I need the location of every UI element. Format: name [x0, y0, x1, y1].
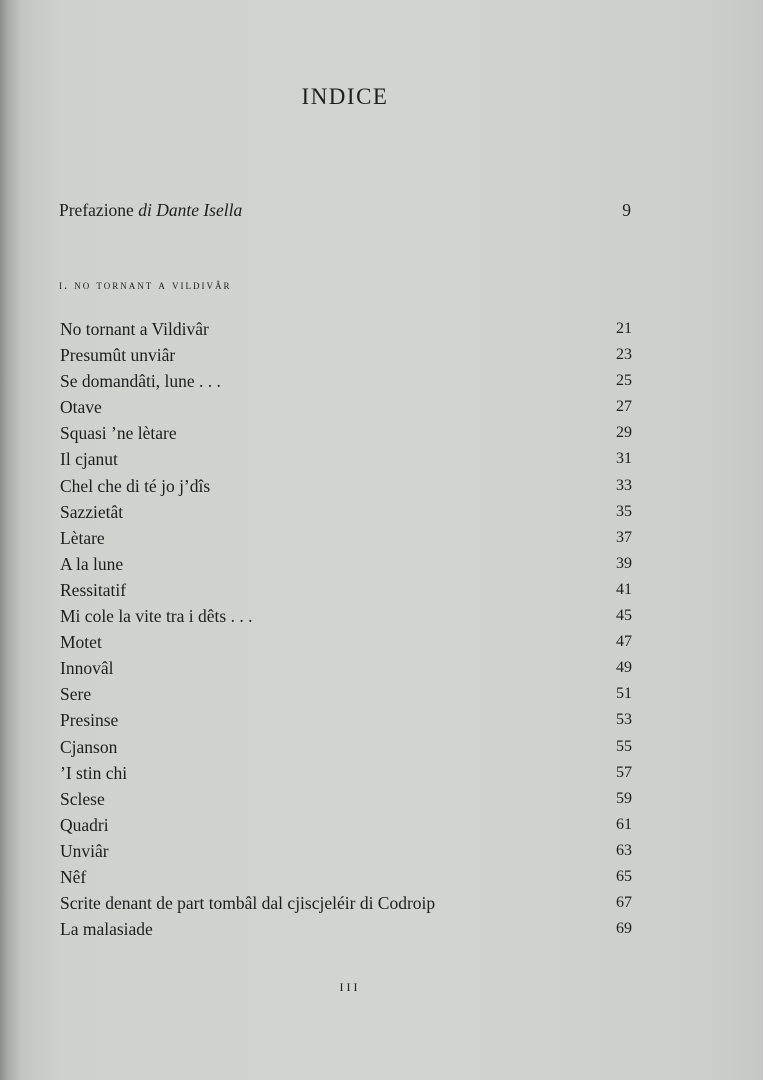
toc-entry-page: 41 — [616, 580, 632, 598]
toc-entry — [60, 812, 632, 838]
toc-entry-page: 27 — [616, 398, 632, 416]
toc-entry-page: 29 — [616, 424, 632, 442]
preface-by: di — [138, 200, 152, 220]
toc-entry-page: 63 — [616, 841, 632, 859]
toc-entry — [60, 786, 632, 812]
toc-entry-page: 51 — [616, 685, 632, 703]
toc-entry-page: 53 — [616, 711, 632, 729]
toc-entry — [60, 525, 632, 551]
toc-entry-title: Presinse — [60, 710, 119, 731]
toc-entry — [60, 368, 632, 394]
toc-entry-title: Lètare — [60, 527, 105, 548]
toc-list — [60, 316, 632, 942]
toc-entry-page: 23 — [616, 346, 632, 364]
toc-entry-title: Sere — [60, 684, 92, 705]
toc-entry — [60, 603, 632, 629]
toc-entry-title: Nêf — [60, 866, 87, 887]
toc-entry-page: 21 — [616, 320, 632, 337]
toc-entry-page: 67 — [616, 894, 632, 912]
toc-entry-title: Presumût unviâr — [60, 345, 176, 366]
toc-entry — [60, 864, 632, 890]
toc-entry — [60, 420, 632, 446]
toc-entry — [60, 551, 632, 577]
toc-entry-page: 25 — [616, 372, 632, 390]
toc-entry-title: Innovâl — [60, 658, 114, 679]
toc-entry — [60, 655, 632, 681]
toc-entry-title: ’I stin chi — [60, 762, 128, 783]
toc-entry-title: Sclese — [60, 788, 105, 809]
toc-entry — [60, 394, 632, 420]
toc-entry-page: 37 — [616, 528, 632, 546]
toc-entry-title: Se domandâti, lune . . . — [60, 371, 221, 392]
toc-entry-title: Motet — [60, 632, 102, 653]
preface-author: Dante Isella — [156, 200, 243, 220]
toc-entry-title: Il cjanut — [60, 449, 118, 470]
toc-entry — [60, 838, 632, 864]
toc-entry-page: 69 — [616, 920, 632, 938]
toc-entry — [60, 707, 632, 733]
toc-entry — [60, 629, 632, 655]
toc-entry-page: 45 — [616, 607, 632, 625]
toc-entry — [60, 760, 632, 786]
page-title: INDICE — [301, 84, 389, 109]
toc-entry-title: Squasi ’ne lètare — [60, 423, 177, 444]
toc-entry-page: 61 — [616, 815, 632, 833]
toc-entry — [60, 734, 632, 760]
preface-entry — [59, 200, 631, 221]
toc-entry-page: 57 — [616, 763, 632, 781]
toc-entry-title: Cjanson — [60, 736, 118, 757]
toc-entry-page: 39 — [616, 554, 632, 572]
toc-entry-title: Chel che di té jo j’dîs — [60, 475, 211, 496]
toc-entry-page: 55 — [616, 737, 632, 755]
preface-label: Prefazione — [59, 200, 134, 220]
toc-entry-page: 35 — [616, 502, 632, 520]
toc-entry-page: 59 — [616, 789, 632, 807]
toc-entry-title: La malasiade — [60, 919, 153, 940]
preface-page-number: 9 — [622, 200, 631, 220]
toc-entry-title: Ressitatif — [60, 579, 127, 600]
toc-entry-title: Mi cole la vite tra i dêts . . . — [60, 606, 253, 627]
toc-entry — [60, 446, 632, 472]
toc-entry-title: A la lune — [60, 553, 124, 574]
toc-entry — [60, 681, 632, 707]
toc-entry — [60, 499, 632, 525]
toc-entry-title: Quadri — [60, 814, 109, 835]
page-folio: III — [339, 980, 361, 994]
toc-entry-page: 31 — [616, 450, 632, 468]
toc-entry-page: 49 — [616, 659, 632, 677]
toc-entry-page: 65 — [616, 867, 632, 885]
toc-entry — [60, 316, 632, 342]
toc-entry-page: 33 — [616, 476, 632, 494]
toc-entry-page: 47 — [616, 633, 632, 651]
toc-entry — [60, 342, 632, 368]
toc-entry-title: Unviâr — [60, 840, 109, 861]
section-heading: i. no tornant a vildivâr — [59, 278, 232, 292]
toc-entry-title: Scrite denant de part tombâl dal cjiscjeléir di Codroip — [60, 893, 436, 914]
toc-entry — [60, 916, 632, 942]
toc-entry — [60, 577, 632, 603]
toc-entry-title: Sazzietât — [60, 501, 124, 522]
toc-entry — [60, 890, 632, 916]
toc-entry-title: Otave — [60, 397, 102, 418]
toc-entry-title: No tornant a Vildivâr — [60, 319, 209, 339]
toc-entry — [60, 473, 632, 499]
